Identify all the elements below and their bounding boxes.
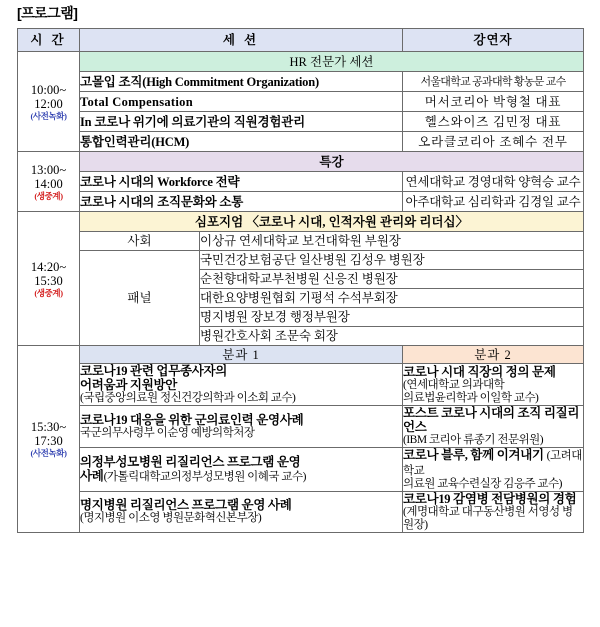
time-cell-1 xyxy=(18,52,80,152)
session-title: 코로나 시대의 조직문화와 소통 xyxy=(80,192,403,212)
breakout-title-line: 코로나19 관련 업무종사자의 xyxy=(80,364,228,379)
breakout-title-line: 코로나19 감염병 전담병원의 경험 xyxy=(403,491,577,506)
breakout-track2 xyxy=(403,491,584,532)
table-row xyxy=(18,132,584,152)
speaker-name: 서울대학교 공과대학 황농문 교수 xyxy=(403,72,584,92)
session-title: 통합인력관리(HCM) xyxy=(80,132,403,152)
time-note-2: (생중계) xyxy=(34,190,63,201)
table-row xyxy=(18,92,584,112)
breakout-title-line: 포스트 코로나 시대의 조직 리질리언스 xyxy=(403,406,580,435)
panelist-name: 순천향대학교부천병원 신응진 병원장 xyxy=(200,270,584,289)
panelist-name: 국민건강보험공단 일산병원 김성우 병원장 xyxy=(200,251,584,270)
time-note-4: (사전녹화) xyxy=(30,447,67,458)
breakout-title-inline: 사례 xyxy=(80,469,104,484)
time-cell-3 xyxy=(18,212,80,346)
breakout-subtitle-line: (연세대학교 의과대학 xyxy=(403,378,505,391)
speaker-name: 아주대학교 심리학과 김경일 교수 xyxy=(403,192,584,212)
speaker-name: 헬스와이즈 김민정 대표 xyxy=(403,112,584,132)
time-end-1: 12:00 xyxy=(34,96,63,111)
breakout-track2 xyxy=(403,364,584,406)
track-header-2: 분과 2 xyxy=(403,346,584,364)
time-start-3: 14:20~ xyxy=(30,259,67,274)
table-row xyxy=(18,172,584,192)
breakout-track1 xyxy=(80,364,403,406)
panelist-row xyxy=(18,251,584,270)
breakout-track1 xyxy=(80,406,403,448)
breakout-subtitle-line: 의료법윤리학과 이일학 교수) xyxy=(403,391,539,404)
time-start-2: 13:00~ xyxy=(30,162,67,177)
speaker-name: 연세대학교 경영대학 양혁승 교수 xyxy=(403,172,584,192)
band-row-symposium xyxy=(18,212,584,232)
table-row xyxy=(18,112,584,132)
time-end-4: 17:30 xyxy=(34,433,63,448)
breakout-subtitle-line: (명지병원 이소영 병원문화혁신본부장) xyxy=(80,512,262,525)
speaker-name: 오라클코리아 조혜수 전무 xyxy=(403,132,584,152)
time-note-3: (생중계) xyxy=(34,287,63,298)
session-title: In 코로나 위기에 의료기관의 직원경험관리 xyxy=(80,112,403,132)
breakout-title-line: 어려움과 지원방안 xyxy=(80,378,178,393)
speaker-name: 머서코리아 박형철 대표 xyxy=(403,92,584,112)
breakout-title-line: 코로나19 대응을 위한 군의료인력 운영사례 xyxy=(80,413,304,428)
breakout-row xyxy=(18,364,584,406)
time-end-3: 15:30 xyxy=(34,273,63,288)
header-time: 시 간 xyxy=(18,29,80,52)
breakout-track2 xyxy=(403,406,584,448)
breakout-row xyxy=(18,406,584,448)
breakout-row xyxy=(18,448,584,492)
band-row-hr xyxy=(18,52,584,72)
session-title: Total Compensation xyxy=(80,92,403,112)
breakout-title-line: 코로나 시대 직장의 정의 문제 xyxy=(403,364,556,379)
program-table xyxy=(17,28,584,532)
moderator-row xyxy=(18,232,584,251)
breakout-title-inline-wrap xyxy=(80,469,402,484)
breakout-subtitle-line: 의료원 교육수련실장 김응주 교수) xyxy=(403,477,562,490)
time-start-4: 15:30~ xyxy=(30,419,67,434)
role-label-moderator: 사회 xyxy=(80,232,200,251)
moderator-name: 이상규 연세대학교 보건대학원 부원장 xyxy=(200,232,584,251)
breakout-subtitle-inline: (고려대학교 xyxy=(403,450,582,478)
time-note-1: (사전녹화) xyxy=(30,110,67,121)
header-speaker: 강연자 xyxy=(403,29,584,52)
time-cell-4 xyxy=(18,346,80,532)
breakout-subtitle-line: (IBM 코리아 류종기 전문위원) xyxy=(403,434,544,447)
breakout-subtitle-line: (계명대학교 대구동산병원 서영성 병원장) xyxy=(403,505,573,531)
table-header-row xyxy=(18,29,584,52)
band-row-special xyxy=(18,152,584,172)
track-header-row xyxy=(18,346,584,364)
panelist-name: 병원간호사회 조문숙 회장 xyxy=(200,327,584,346)
breakout-track1 xyxy=(80,448,403,492)
breakout-track2 xyxy=(403,448,584,492)
page-title: [프로그램] xyxy=(17,5,78,21)
track-header-1: 분과 1 xyxy=(80,346,403,364)
breakout-subtitle-line: 국군의무사령부 이순영 예방의학처장 xyxy=(80,427,255,440)
section-band-symposium: 심포지엄 〈코로나 시대, 인적자원 관리와 리더십〉 xyxy=(80,212,584,232)
breakout-title-line: 의정부성모병원 리질리언스 프로그램 운영 xyxy=(80,455,301,470)
breakout-row xyxy=(18,491,584,532)
time-end-2: 14:00 xyxy=(34,176,63,191)
table-row xyxy=(18,192,584,212)
breakout-subtitle-inline: (가톨릭대학교의정부성모병원 이혜국 교수) xyxy=(103,471,306,484)
session-title: 코로나 시대의 Workforce 전략 xyxy=(80,172,403,192)
time-cell-2 xyxy=(18,152,80,212)
breakout-title-inline: 코로나 블루, 함께 이겨내기 xyxy=(403,448,544,463)
session-title: 고몰입 조직(High Commitment Organization) xyxy=(80,72,403,92)
breakout-subtitle-line: (국립중앙의료원 정신건강의학과 이소회 교수) xyxy=(80,392,296,405)
breakout-title-line: 명지병원 리질리언스 프로그램 운영 사례 xyxy=(80,498,292,513)
breakout-track1 xyxy=(80,491,403,532)
breakout-title-inline-wrap xyxy=(403,448,583,478)
section-band-hr: HR 전문가 세션 xyxy=(80,52,584,72)
panelist-name: 대한요양병원협회 기평석 수석부회장 xyxy=(200,289,584,308)
panelist-name: 명지병원 장보경 행정부원장 xyxy=(200,308,584,327)
time-start-1: 10:00~ xyxy=(30,82,67,97)
table-row xyxy=(18,72,584,92)
header-session: 세 션 xyxy=(80,29,403,52)
section-band-special: 특강 xyxy=(80,152,584,172)
role-label-panel: 패널 xyxy=(80,251,200,346)
